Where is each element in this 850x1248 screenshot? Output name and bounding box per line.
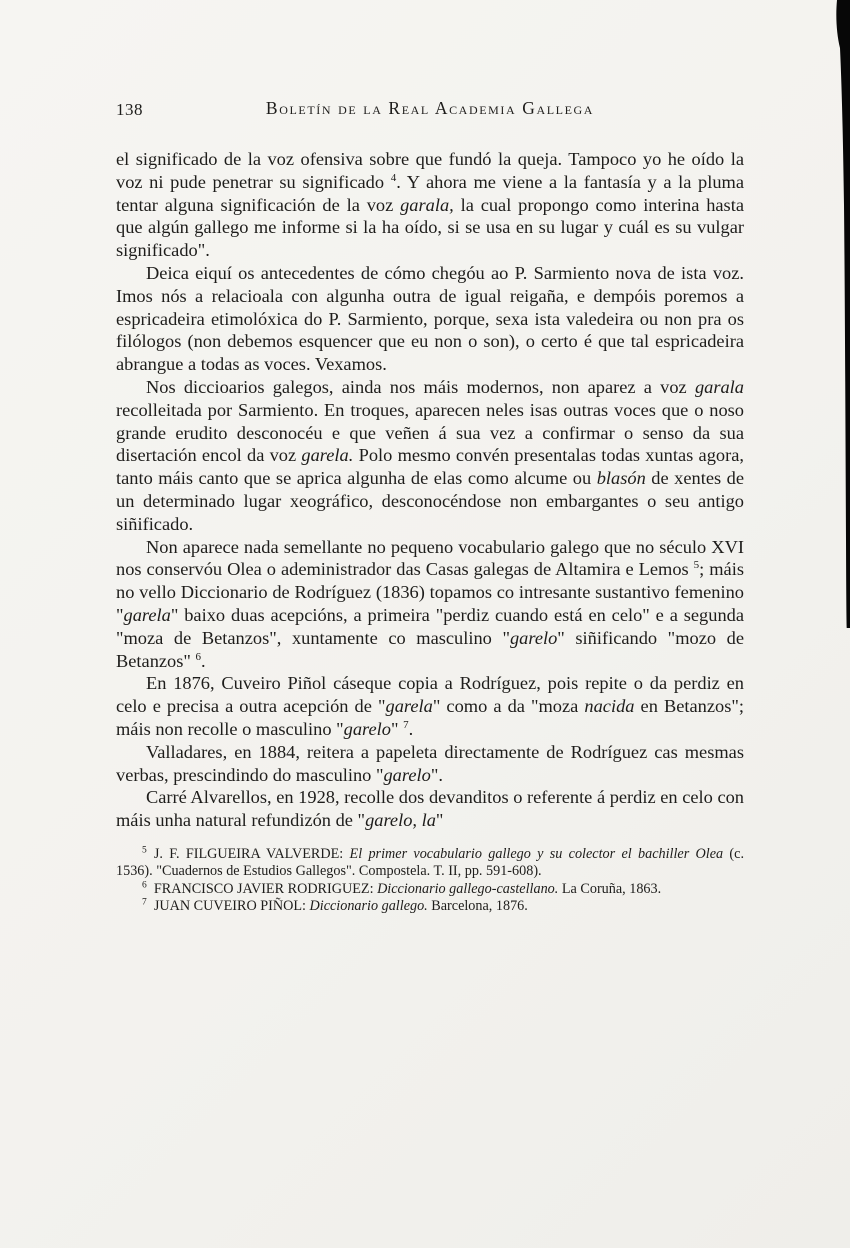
footnote xyxy=(116,898,744,915)
footnote-reference: 4 xyxy=(390,171,397,184)
text-run: Non aparece nada semellante no pequeno vocabulario galego que no século XVI nos conservóu Olea o adeministrador das Casas galegas de Altamira e Lemos xyxy=(116,536,744,580)
italic-text: garela xyxy=(123,604,171,625)
text-run: el significado de la voz ofensiva sobre que fundó la queja. Tampoco yo he oído la voz ni pude penetrar su significado xyxy=(116,149,744,192)
text-run: La Coruña, 1863. xyxy=(558,880,662,897)
italic-text: garela xyxy=(385,696,433,717)
footnote-marker: 6 xyxy=(142,879,147,890)
footnote xyxy=(116,881,744,898)
text-run: ; máis no vello Diccionario de Rodríguez (1836) topamos co intresante sustantivo femenino " xyxy=(116,559,744,625)
italic-text: garelo xyxy=(383,764,431,785)
paragraph xyxy=(116,262,744,376)
italic-text: garelo xyxy=(509,627,558,648)
text-run: Carré Alvarellos, en 1928, recolle dos devanditos o referente á perdiz en celo con máis unha natural refundizón de " xyxy=(116,787,744,831)
paragraph xyxy=(116,786,744,832)
page-content xyxy=(116,98,744,916)
text-run: la cual propongo como interina hasta que algún gallego me informe si la ha oído, si se usa en su lugar y cuál es su vulgar significado". xyxy=(116,194,744,261)
text-run: Deica eiquí os antecedentes de cómo chegóu ao P. Sarmiento nova de ista voz. Imos nós a relacioala con algunha outra de igual reigaña, e dempóis poremos a espricadeira etimolóxica do P. Sarmiento, porque, sexa ista valedeira ou non pra os filólogos (non debemos esquencer que eu non o son), o certo é que tal espricadeira abrangue a todas as voces. Vexamos. xyxy=(116,262,744,375)
text-run: de xentes de un determinado lugar xeográfico, desconocéndose non embargantes o seu antigo siñificado. xyxy=(116,468,744,534)
italic-text: garala, xyxy=(400,194,454,215)
paragraph xyxy=(116,741,744,787)
text-run: J. F. FILGUEIRA VALVERDE: xyxy=(153,845,350,862)
text-run: recolleitada por Sarmiento. En troques, aparecen neles isas outras voces que o noso grande erudito desconocéu e que veñen á sua vez a confirmar o senso da sua disertación encol da voz xyxy=(116,399,744,466)
text-run: Barcelona, 1876. xyxy=(427,898,528,915)
text-run: (c. 1536). "Cuadernos de Estudios Gallegos". Compostela. T. II, pp. 591-608). xyxy=(116,845,745,880)
paragraph xyxy=(116,376,744,536)
text-run: " xyxy=(390,718,404,739)
italic-text: garela. xyxy=(301,445,354,466)
italic-text: El primer vocabulario gallego y su colector el bachiller Olea xyxy=(349,845,724,862)
footnote-reference: 5 xyxy=(693,559,700,572)
binding-shadow xyxy=(832,0,850,640)
footnote-reference: 7 xyxy=(403,718,409,731)
text-run: JUAN CUVEIRO PIÑOL: xyxy=(153,898,310,915)
journal-title: Boletín de la Real Academia Gallega xyxy=(265,98,595,118)
text-run: Valladares, en 1884, reitera a papeleta directamente de Rodríguez cas mesmas verbas, prescindindo do masculino " xyxy=(116,741,744,785)
text-run: " baixo duas acepcións, a primeira "perdiz cuando está en celo" e a segunda "moza de Betanzos", xuntamente co masculino " xyxy=(116,604,744,648)
body-paragraphs xyxy=(116,148,744,832)
paragraph xyxy=(116,536,744,673)
italic-text: Diccionario gallego-castellano. xyxy=(377,880,559,897)
text-run: Nos diccioarios galegos, ainda nos máis modernos, non aparez a voz xyxy=(146,376,695,397)
footnotes xyxy=(116,846,744,916)
running-head xyxy=(116,98,744,124)
text-run: " xyxy=(435,810,444,831)
text-run: . xyxy=(408,718,414,739)
text-run: FRANCISCO JAVIER RODRIGUEZ: xyxy=(153,880,378,897)
text-run: en Betanzos"; máis non recolle o masculino " xyxy=(116,696,744,739)
text-run: . xyxy=(201,650,206,671)
italic-text: nacida xyxy=(584,696,635,717)
text-run: " siñificando "mozo de Betanzos" xyxy=(116,627,744,671)
italic-text: garelo, la xyxy=(365,810,436,831)
paragraph xyxy=(116,148,744,262)
text-run: " como a da "moza xyxy=(432,696,585,717)
paragraph xyxy=(116,672,744,740)
text-run: ". xyxy=(430,764,443,785)
footnote-marker: 7 xyxy=(142,897,147,908)
footnote-marker: 5 xyxy=(142,845,147,856)
footnote-reference: 6 xyxy=(195,650,202,663)
italic-text: garelo xyxy=(343,718,391,739)
footnote xyxy=(116,846,744,881)
italic-text: garala xyxy=(694,376,744,397)
text-run: Polo mesmo convén presentalas todas xuntas agora, tanto máis canto que se aprica algunha de elas como alcume ou xyxy=(116,445,744,489)
page-number: 138 xyxy=(116,100,143,119)
italic-text: Diccionario gallego. xyxy=(309,898,428,915)
italic-text: blasón xyxy=(596,468,646,489)
text-run: . Y ahora me viene a la fantasía y a la pluma tentar alguna significación de la voz xyxy=(116,171,745,215)
text-run: En 1876, Cuveiro Piñol cáseque copia a Rodríguez, pois repite o da perdiz en celo e precisa a outra acepción de " xyxy=(116,673,744,717)
